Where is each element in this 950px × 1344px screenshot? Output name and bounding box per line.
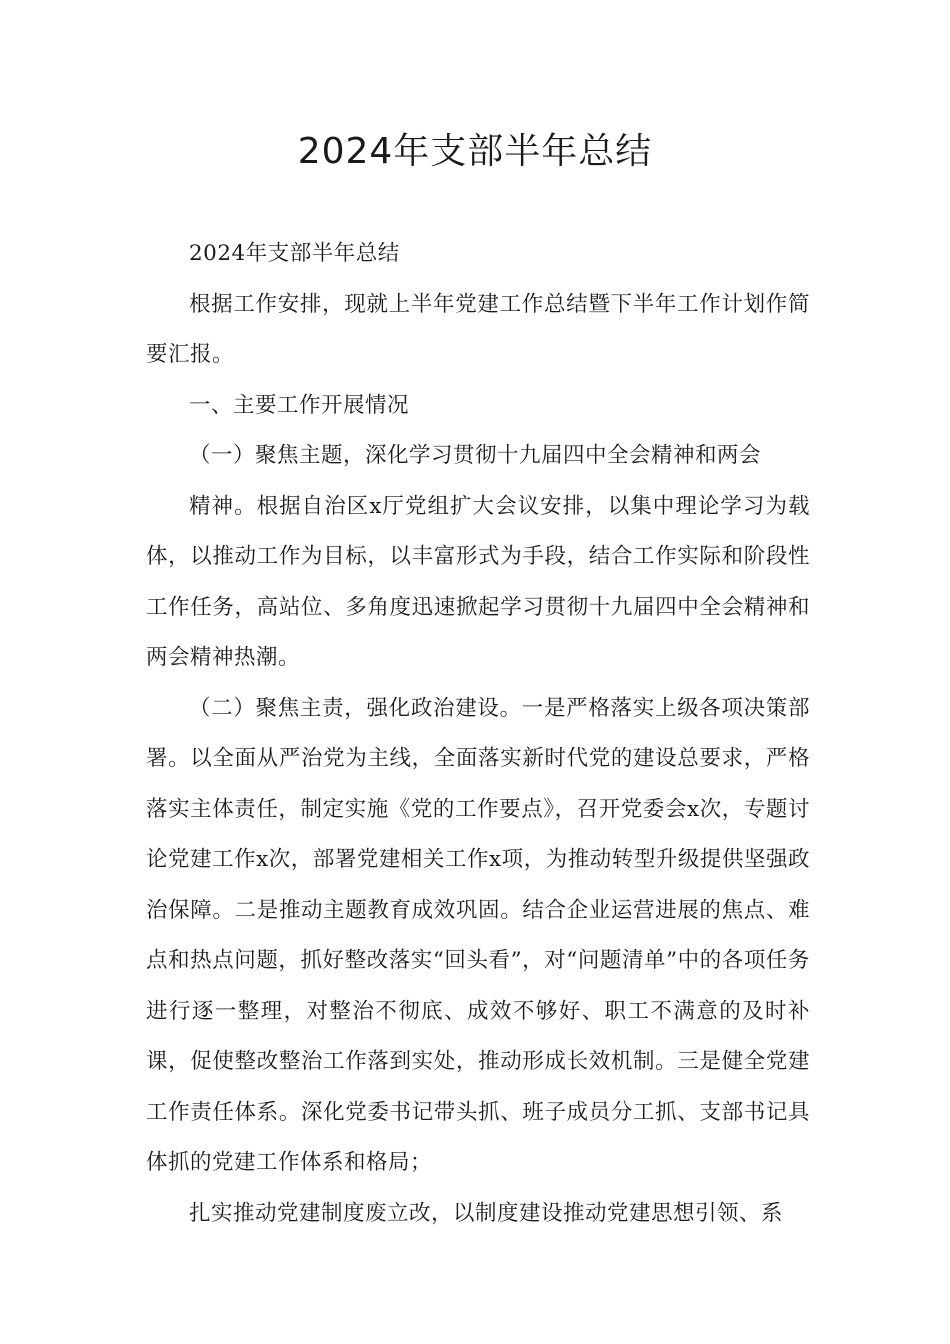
document-body bbox=[146, 229, 810, 1239]
paragraph-subtitle: 2024年支部半年总结 bbox=[189, 241, 400, 266]
section-heading-main-work: 一、主要工作开展情况 bbox=[189, 392, 410, 418]
paragraph-political-building: （二）聚焦主责，强化政治建设。一是严格落实上级各项决策部署。以全面从严治党为主线，全面落实新时代党的建设总要求，严格落实主体责任，制定实施《党的工作要点》，召开党委会x次，专题讨论党建工作x次，部署党建相关工作x项，为推动转型升级提供坚强政治保障。二是推动主题教育成效巩固。结合企业运营进展的焦点、难点和热点问题，抓好整改落实“回头看”，对“问题清单”中的各项任务进行逐一整理，对整治不彻底、成效不够好、职工不满意的及时补课，促使整改整治工作落到实处，推动形成长效机制。三是健全党建工作责任体系。深化党委书记带头抓、班子成员分工抓、支部书记具体抓的党建工作体系和格局； bbox=[146, 695, 811, 1175]
document-title: 2024年支部半年总结 bbox=[297, 131, 653, 172]
paragraph-intro: 根据工作安排，现就上半年党建工作总结暨下半年工作计划作简要汇报。 bbox=[146, 291, 810, 367]
subsection-heading-1: （一）聚焦主题，深化学习贯彻十九届四中全会精神和两会 bbox=[189, 443, 762, 468]
paragraph-study: 精神。根据自治区x厅党组扩大会议安排，以集中理论学习为载体，以推动工作为目标，以丰富形式为手段，结合工作实际和阶段性工作任务，高站位、多角度迅速掀起学习贯彻十九届四中全会精神和两会精神热潮。 bbox=[146, 493, 810, 670]
paragraph-institution-building: 扎实推动党建制度废立改，以制度建设推动党建思想引领、系 bbox=[189, 1200, 784, 1226]
